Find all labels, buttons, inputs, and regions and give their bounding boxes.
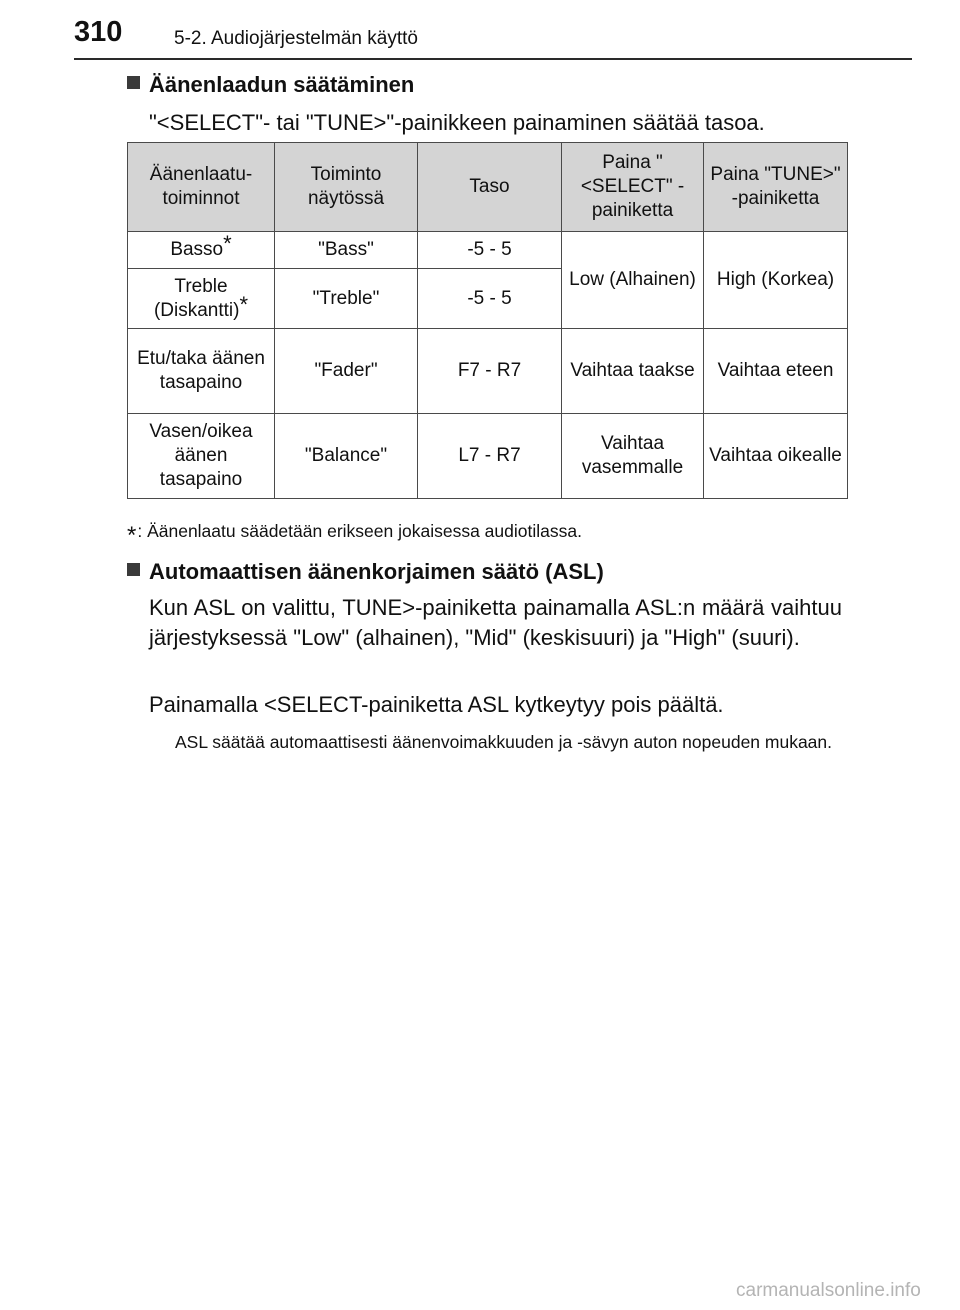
column-header: Taso <box>418 143 562 232</box>
sound-settings-table <box>127 142 848 499</box>
asl-heading <box>127 559 604 585</box>
table-cell: "Fader" <box>275 329 418 414</box>
table-cell: Vaihtaa taakse <box>562 329 704 414</box>
sound-quality-intro: "<SELECT"- tai "TUNE>"-painikkeen painaminen säätää tasoa. <box>149 110 765 135</box>
table-cell: Etu/taka äänen tasapaino <box>128 329 275 414</box>
column-header: Paina "TUNE>" -painiketta <box>704 143 848 232</box>
table-cell: Vaihtaa eteen <box>704 329 848 414</box>
sound-quality-heading-text: Äänenlaadun säätäminen <box>149 72 415 97</box>
section-title: 5-2. Audiojärjestelmän käyttö <box>174 28 418 49</box>
table-cell: High (Korkea) <box>704 232 848 329</box>
square-bullet-icon <box>127 563 140 576</box>
table-cell: Low (Alhainen) <box>562 232 704 329</box>
table-row <box>128 414 848 499</box>
square-bullet-icon <box>127 76 140 89</box>
table-footnote <box>127 521 582 550</box>
asl-paragraph: Kun ASL on valittu, TUNE>-painiketta painamalla ASL:n määrä vaihtuu järjestyksessä "Low" (alhainen), "Mid" (keskisuuri) ja "High" (suuri). <box>149 595 842 650</box>
asl-select-paragraph: Painamalla <SELECT-painiketta ASL kytkeytyy pois päältä. <box>149 692 724 717</box>
table-cell <box>128 269 275 329</box>
cell-text: Treble (Diskantti) <box>153 275 240 321</box>
table-cell: "Balance" <box>275 414 418 499</box>
header-rule <box>74 58 912 60</box>
cell-text: Basso <box>170 239 224 260</box>
column-header: Äänenlaatu-toiminnot <box>128 143 275 232</box>
table-cell: F7 - R7 <box>418 329 562 414</box>
column-header: Paina "<SELECT" -painiketta <box>562 143 704 232</box>
table-header-row <box>128 143 848 232</box>
table-cell: Vaihtaa vasemmalle <box>562 414 704 499</box>
table-row <box>128 232 848 269</box>
table-cell: L7 - R7 <box>418 414 562 499</box>
table-cell: -5 - 5 <box>418 269 562 329</box>
table-cell: "Bass" <box>275 232 418 269</box>
table-cell <box>128 232 275 269</box>
table-cell: Vasen/oikea äänen tasapaino <box>128 414 275 499</box>
footnote-text: : Äänenlaatu säädetään erikseen jokaisessa audiotilassa. <box>137 521 582 541</box>
table-cell: -5 - 5 <box>418 232 562 269</box>
table-cell: "Treble" <box>275 269 418 329</box>
footnote-marker: * <box>223 231 232 256</box>
sound-quality-heading <box>127 72 414 98</box>
asl-note: ASL säätää automaattisesti äänenvoimakkuuden ja -sävyn auton nopeuden mukaan. <box>175 732 833 752</box>
table-row <box>128 329 848 414</box>
asl-heading-text: Automaattisen äänenkorjaimen säätö (ASL) <box>149 559 604 584</box>
column-header: Toiminto näytössä <box>275 143 418 232</box>
watermark: carmanualsonline.info <box>736 1280 921 1301</box>
footnote-star: * <box>127 522 137 549</box>
footnote-marker: * <box>239 291 249 317</box>
page-number: 310 <box>74 16 123 48</box>
table-cell: Vaihtaa oikealle <box>704 414 848 499</box>
